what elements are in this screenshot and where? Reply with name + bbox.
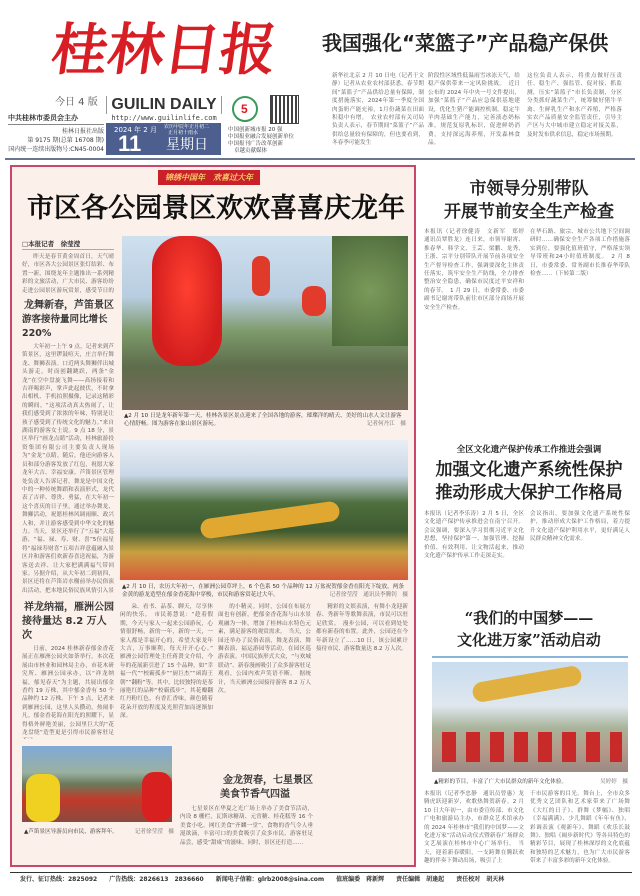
photo-stage-dance bbox=[432, 662, 628, 772]
yanzhou-body-3: 的小精灵。同时，公园在布展方面也有创新，把郁金香花海与山水景观融为一体，增加了桂林山水特色元素，满足游客的观赏需求。 当天，公园还举办了民俗表演，舞龙表演、舞狮表演、福运游园等活动，在园区巡游表演。中国民族形式大众，“与欢城联动”、新春漫画吸引了众多游客驻足观看，公园内欢声笑语不断。 据统计，当天雁洲公园接待游客 8.2 万人次。 bbox=[218, 604, 311, 695]
tree bbox=[332, 236, 408, 346]
left-column bbox=[22, 239, 114, 739]
yanzhou-body: 日前，2024 桂林新春郁金香花展正在雁洲公园火如荼举行。本次花展由市林业和园林局主办，市花木研究所、雁洲公园承办，以“祥龙纳福，郁见春天”为主题，共展出郁金香约 19 万株，其中郁金香有 50 个品种约 12 万株。下午 3 点，记者来到雁洲公园，这里人头攒动，热闹非凡。郁金香花海在阳光的照耀下，显得格外鲜艳美丽，公园里巨大的“花龙盘绕”造型更是引得市民游客驻足 bbox=[22, 646, 114, 737]
year-month: 2024 年 2 月 bbox=[114, 126, 157, 134]
qixing-section bbox=[180, 774, 313, 860]
red-lion bbox=[142, 772, 172, 822]
chinadream-title[interactable]: “我们的中国梦—— 文化进万家”活动启动 bbox=[457, 609, 601, 649]
page-count: 今日 4 版 bbox=[55, 97, 98, 108]
honor-item: 中国报业融合发展创新单位 bbox=[228, 134, 295, 140]
honor-item: 中国创新城市报 20 强 bbox=[228, 127, 283, 133]
day: 11 bbox=[118, 131, 142, 156]
dancers bbox=[442, 732, 622, 762]
newspaper-logo: 桂林日报 bbox=[47, 17, 281, 83]
date-box bbox=[106, 123, 221, 155]
honor-item: 中国报刊广告改革创新 bbox=[228, 141, 284, 147]
weekday: 星期日 bbox=[166, 137, 208, 153]
lantern-icon bbox=[152, 236, 222, 366]
chinadream-col: 千市民游客的目光。舞台上，全市众多优秀文艺团队和艺术家带来了广场舞《大红的日子》、群舞《梦幅》、独唱《幸福满满》、少儿舞蹈《年年有鱼》、彩调表演《观新年》、舞蹈《欢乐长鼓舞》、独唱《阔步新时代》等各具特色的精彩节目，展现了桂林深厚的文化底蕴和独特的艺术魅力，也为广大市民游客带来了丰富多彩的新年文化体验。 bbox=[530, 791, 630, 865]
solar-term: 正月初十雨水 bbox=[168, 130, 199, 136]
feature-title[interactable]: 市区各公园景区欢欢喜喜庆龙年 bbox=[27, 193, 405, 224]
qixing-body: 七星景区在华夏之光广场上举办了美食节活动，内设 8 栅栏，瓦斯冰糖葫、元宵糖、桂花糕等 16 个美食小吃。网红美食“齐麟一堂”，食物的香气令人垂涎欲滴，丰富可口的美食吸引了众多市民、游客驻足品尝，感受“甜咸”的滋味。同时，景区还打造…… bbox=[180, 806, 313, 846]
yanzhou-body-4: 精彩的文娱表演，有舞小龙迎新春、秀新年等歌舞表演，市民可以驻足欣赏。 漫步公园，可以看到处处都有新春的布置。此外，公园还在今年新设立了……10 日，该公园累计接待市民、游客数量达 8.2 万人次。 bbox=[316, 604, 408, 653]
photo-caption-3: ▲芦笛景区导游员向市民、游客拜年。 记者徐莹滢 摄 bbox=[24, 829, 174, 835]
yellow-lion bbox=[26, 774, 60, 822]
blue-divider bbox=[432, 656, 628, 658]
cn-number: 国内统一连续出版物号:CN45-0004 bbox=[8, 146, 104, 153]
chinadream-columns bbox=[424, 790, 630, 868]
divider bbox=[8, 124, 104, 125]
photo-tulip-dragon bbox=[120, 440, 408, 580]
subhead-qixing-2: 美食节香气四溢 bbox=[220, 789, 290, 800]
footer-hotline: 发行、征订热线：2825092 bbox=[20, 876, 98, 883]
heritage-col: 会议指出，要加强文化遗产系统性保护，推动形成大保护工作格局，着力提升文化遗产保护利用水平，更好满足人民群众精神文化需求。 bbox=[530, 511, 630, 543]
top-story-col: 阶段性区域性低温雨雪冰冻天气，给稳产保供带来一定风险挑战。 近日公布的 2024 年中央一号文件提出，加强“菜篮子”产品应急保供基地建设，优化生猪产能调控机制，稳定牛羊肉基础生产能力，完善液态奶标准，规范复原乳标识，促进鲜奶消费，支持深远海养殖，开发森林食品。 bbox=[428, 73, 520, 147]
section-divider bbox=[5, 158, 635, 160]
top-story-col: 这位负责人表示，将重点做好压责任、稳生产、强监管、促对接、抓监测，压实“菜篮子”市长负责制，分区分类抓好蔬菜生产，统筹做好猪牛羊禽、生鲜乳生产和水产养殖，严格落实农产品质量安全监管责任，引导主产区与大中城市建立稳定对接关系，及时发布供求信息，稳定市场预期。 bbox=[527, 73, 622, 138]
issue-number: 第 9175 期(总第 16708 期) bbox=[27, 137, 104, 144]
chinadream-col: 本报讯（记者李忠静 通讯员曾惠）龙腾虎跃迎新岁，欢歌热舞贺新春。2 月 10 日大年初一，由市委宣传部、市文化广电和旅游局主办，市群众艺术馆承办的 2024 年桂林市“我们的中国梦——文化进万家”活动启动仪式暨新春广场群众文艺展演在桂林市中心广场举行。 当天，迎着新春暖阳，一支跨舞在腾跃欢趣的伴奏下舞动出场，吸引了上 bbox=[424, 791, 524, 865]
subhead-qixing: 金龙贺春，七星景区 bbox=[223, 775, 313, 786]
intro-text: 昨天是春节黄金周首日，天气晴好，市区各大公园景区张灯结彩、布置一新，围绕龙年主题推出一系列精彩的文旅活动，广大市民、游客纷纷走进公园景区游玩赏景，感受节日的 bbox=[22, 254, 114, 294]
website-url[interactable]: http://www.guilinlife.com bbox=[111, 114, 217, 122]
subhead-yanzhou-2: 接待量达 8.2 万人次 bbox=[22, 616, 107, 641]
photo-caption-4: ▲精彩的节目，丰富了广大市民群众的新年文化体验。 吴婷婷 摄 bbox=[434, 779, 628, 785]
footer-proof: 责任校对 胡天林 bbox=[456, 876, 505, 883]
sponsor: 中共桂林市委员会主办 bbox=[8, 114, 78, 122]
photo-lion-dance bbox=[22, 746, 172, 822]
english-title: GUILIN DAILY bbox=[106, 96, 222, 114]
honors-list bbox=[228, 127, 318, 155]
dragon-prop bbox=[471, 665, 583, 704]
safety-title[interactable]: 市领导分别带队 开展节前安全生产检查 bbox=[444, 179, 614, 222]
honor-item: 卓越贡献媒体 bbox=[234, 148, 268, 154]
subhead-ludi: 龙舞新春，芦笛景区 bbox=[24, 300, 114, 311]
heritage-title[interactable]: 加强文化遗产系统性保护 推动形成大保护工作格局 bbox=[435, 460, 623, 503]
top-story-title[interactable]: 我国强化“菜篮子”产品稳产保供 bbox=[322, 31, 609, 55]
ludi-body: 大年初一上午 9 点，记者来到芦笛景区，这里锣鼓喧天，庄言举行舞龙、舞狮表演。口近两头舞狮伴出城头游走，时而创翻跳跃，两条“金龙”在空中盘旋飞舞——高扬接着和吉祥喝彩声，掌声此起彼伏，不时拿出相机、手机拍照摄像，记录这精彩的瞬间。“这项活动真太热闹了，让我们感受到了浓浓的年味，特别是让孩子感受到了传统文化的魅力。”来自湖南的游客女士说。9 点 18 分，景区举行“画龙点睛”活动，桂林旅游投资集团有限公司主要负责人现场为“金龙”点睛。随后，他还向游客人员和部分游客发放了红包，祝愿大家龙年大吉、幸福安康。芦笛景区管理处负责人告诉记者，舞龙是中国文化中的一种传统舞蹈和表演形式，龙代表了吉祥、尊贵、勇猛，在大年初一这个喜庆的日子里，通过举办舞龙、舞狮活动，祝愿桂林风调雨顺、政兴人和，并让游客感受到中华文化的魅力。当天，景区还举行了“五福”大巡游，“福、禄、寿、财、喜”5位福星将“福禄寿财喜”五项吉祥意蕴融入景区并和游客们欢新春喜送祝福，为游客送去祥、让大家把满满福气带回家。另据介绍，从大年初二到初四，景区还将在芦笛岩水榭前举办民俗演出活动，把本地民俗民族风情引入景 bbox=[22, 344, 114, 594]
lantern-icon bbox=[252, 256, 270, 296]
footer bbox=[20, 875, 632, 884]
footer-editor: 责任编辑 胡逢起 bbox=[396, 876, 445, 883]
photo-caption-1: ▲2 月 10 日是龙年新年第一天，桂林各景区景点迎来了全国各地的游客，璀璨洋的晴天、美好的山水人文让游客心情舒畅。图为游客在象山景区游玩。 记者何丹江 摄 bbox=[124, 413, 406, 427]
photo-elephant-hill bbox=[122, 236, 408, 410]
lantern-icon bbox=[302, 286, 326, 316]
dragon-sculpture bbox=[199, 500, 340, 539]
photo-caption-2: ▲2 月 10 日，农历大年初一，在雁洲公园草坪上，6 个色系 50 个品种的 12 万盆祝贺郁金香在阳光下绽放，两条金黄的游龙造型在郁金香花海中穿梭，市民和游客赏花过大年。 记者徐莹滢 通讯员李腾钊 摄 bbox=[122, 584, 408, 598]
top-story-col: 新华社北京 2 月 10 日电（记者于文静）记者从农业农村部获悉，春节期间“菜篮子”产品供给总量有保障，制度措施落实，2024年第一季度全国肉蛋奶产能充裕，1月份蔬菜在田面积稳中有增。 农业农村部有关司局负责人表示，春节期间“菜篮子”产品供给总量较有保障的，但也要看到，冬春季可能发生 bbox=[332, 73, 424, 147]
footer-rule bbox=[10, 872, 632, 873]
subhead-ludi-2: 游客接待量同比增长 220% bbox=[22, 314, 108, 339]
feature-banner: 锦绣中国年 欢喜过大年 bbox=[158, 170, 260, 185]
anniversary-logo-icon: 5 bbox=[232, 96, 258, 122]
footer-ad: 广告热线：2826613 2836660 bbox=[109, 876, 204, 883]
yanzhou-body-2: 朵、看书、品茶、聊天，尽享休闲的快乐。 市民蒋慧说：“趁着假期，今天与家人一起来公园游玩，心情很舒畅，新的一年，新的一天，一家人都是幸福开心的，希望大家龙年大吉，万事顺利，每天开开心心。” 雁洲公园管理处主任蒋贤文介绍，今年的花展新引进了 15 个品种，如“幸福一代”“校霸孤步”“厨巨杰”“函海王朝”“翻粉”等。其中，比较独特的是茶丽艳红的品种“校霸孤步”，其花瓣翻红丹粉红色，有香汇香味，颜色随着花朵开放的程度及光照营加而逐渐加深。 bbox=[120, 604, 213, 720]
lunar-date: 农历甲辰年正月初二 bbox=[164, 124, 210, 130]
chinadream-section bbox=[424, 778, 630, 868]
footer-email[interactable]: 新闻电子信箱：glrb2008@sina.com bbox=[215, 876, 325, 883]
qr-code-icon[interactable] bbox=[271, 96, 298, 123]
subhead-yanzhou: 祥龙纳福，雁洲公园 bbox=[24, 602, 114, 613]
heritage-kicker: 全区文化遗产保护传承工作推进会强调 bbox=[456, 445, 602, 455]
publisher: 桂林日报社出版 bbox=[61, 128, 104, 135]
heritage-col: 本报讯（记者李乐涛）2 月 5 日，全区文化遗产保护传承推进会在南宁召开。会议强调，要深入学习贯彻习近平文化思想，坚持保护第一、加强管理、挖掘价值、有效利用、让文物活起来，推动文化遗产保护传承工作走深走实。 bbox=[424, 511, 524, 560]
safety-col: 在华石路、旅宗、城市公共地下空间调研时……确保安全生产各项工作措施落实到位。要强化值班值守，严格落实领导带班和24小时值班制度。 2 月 8 日，市委常委、常务副市长推春华带队检查……（下转第二版） bbox=[530, 229, 630, 278]
safety-col: 本报讯（记者徐健涛 文新军 郑婷 通讯员覃胜龙）连日来，市领导谢霄、推春华、韩学文、王芸、梁鹏、龙秀、王浙、宗平分别带队开展节前各项安全生产督导检查工作，强调要深化主体责任落实，筑牢安全生产防线，全力排查整治安全隐患，确保市民度过平安祥和的春节。 1 月 29 日，市委常委、市委副书记谢霄带队前往市区部分商场开展安全生产检查。 bbox=[424, 229, 524, 311]
footer-duty: 值班编委 蒋新辉 bbox=[336, 876, 385, 883]
byline: □本报记者 徐莹滢 bbox=[22, 239, 114, 250]
